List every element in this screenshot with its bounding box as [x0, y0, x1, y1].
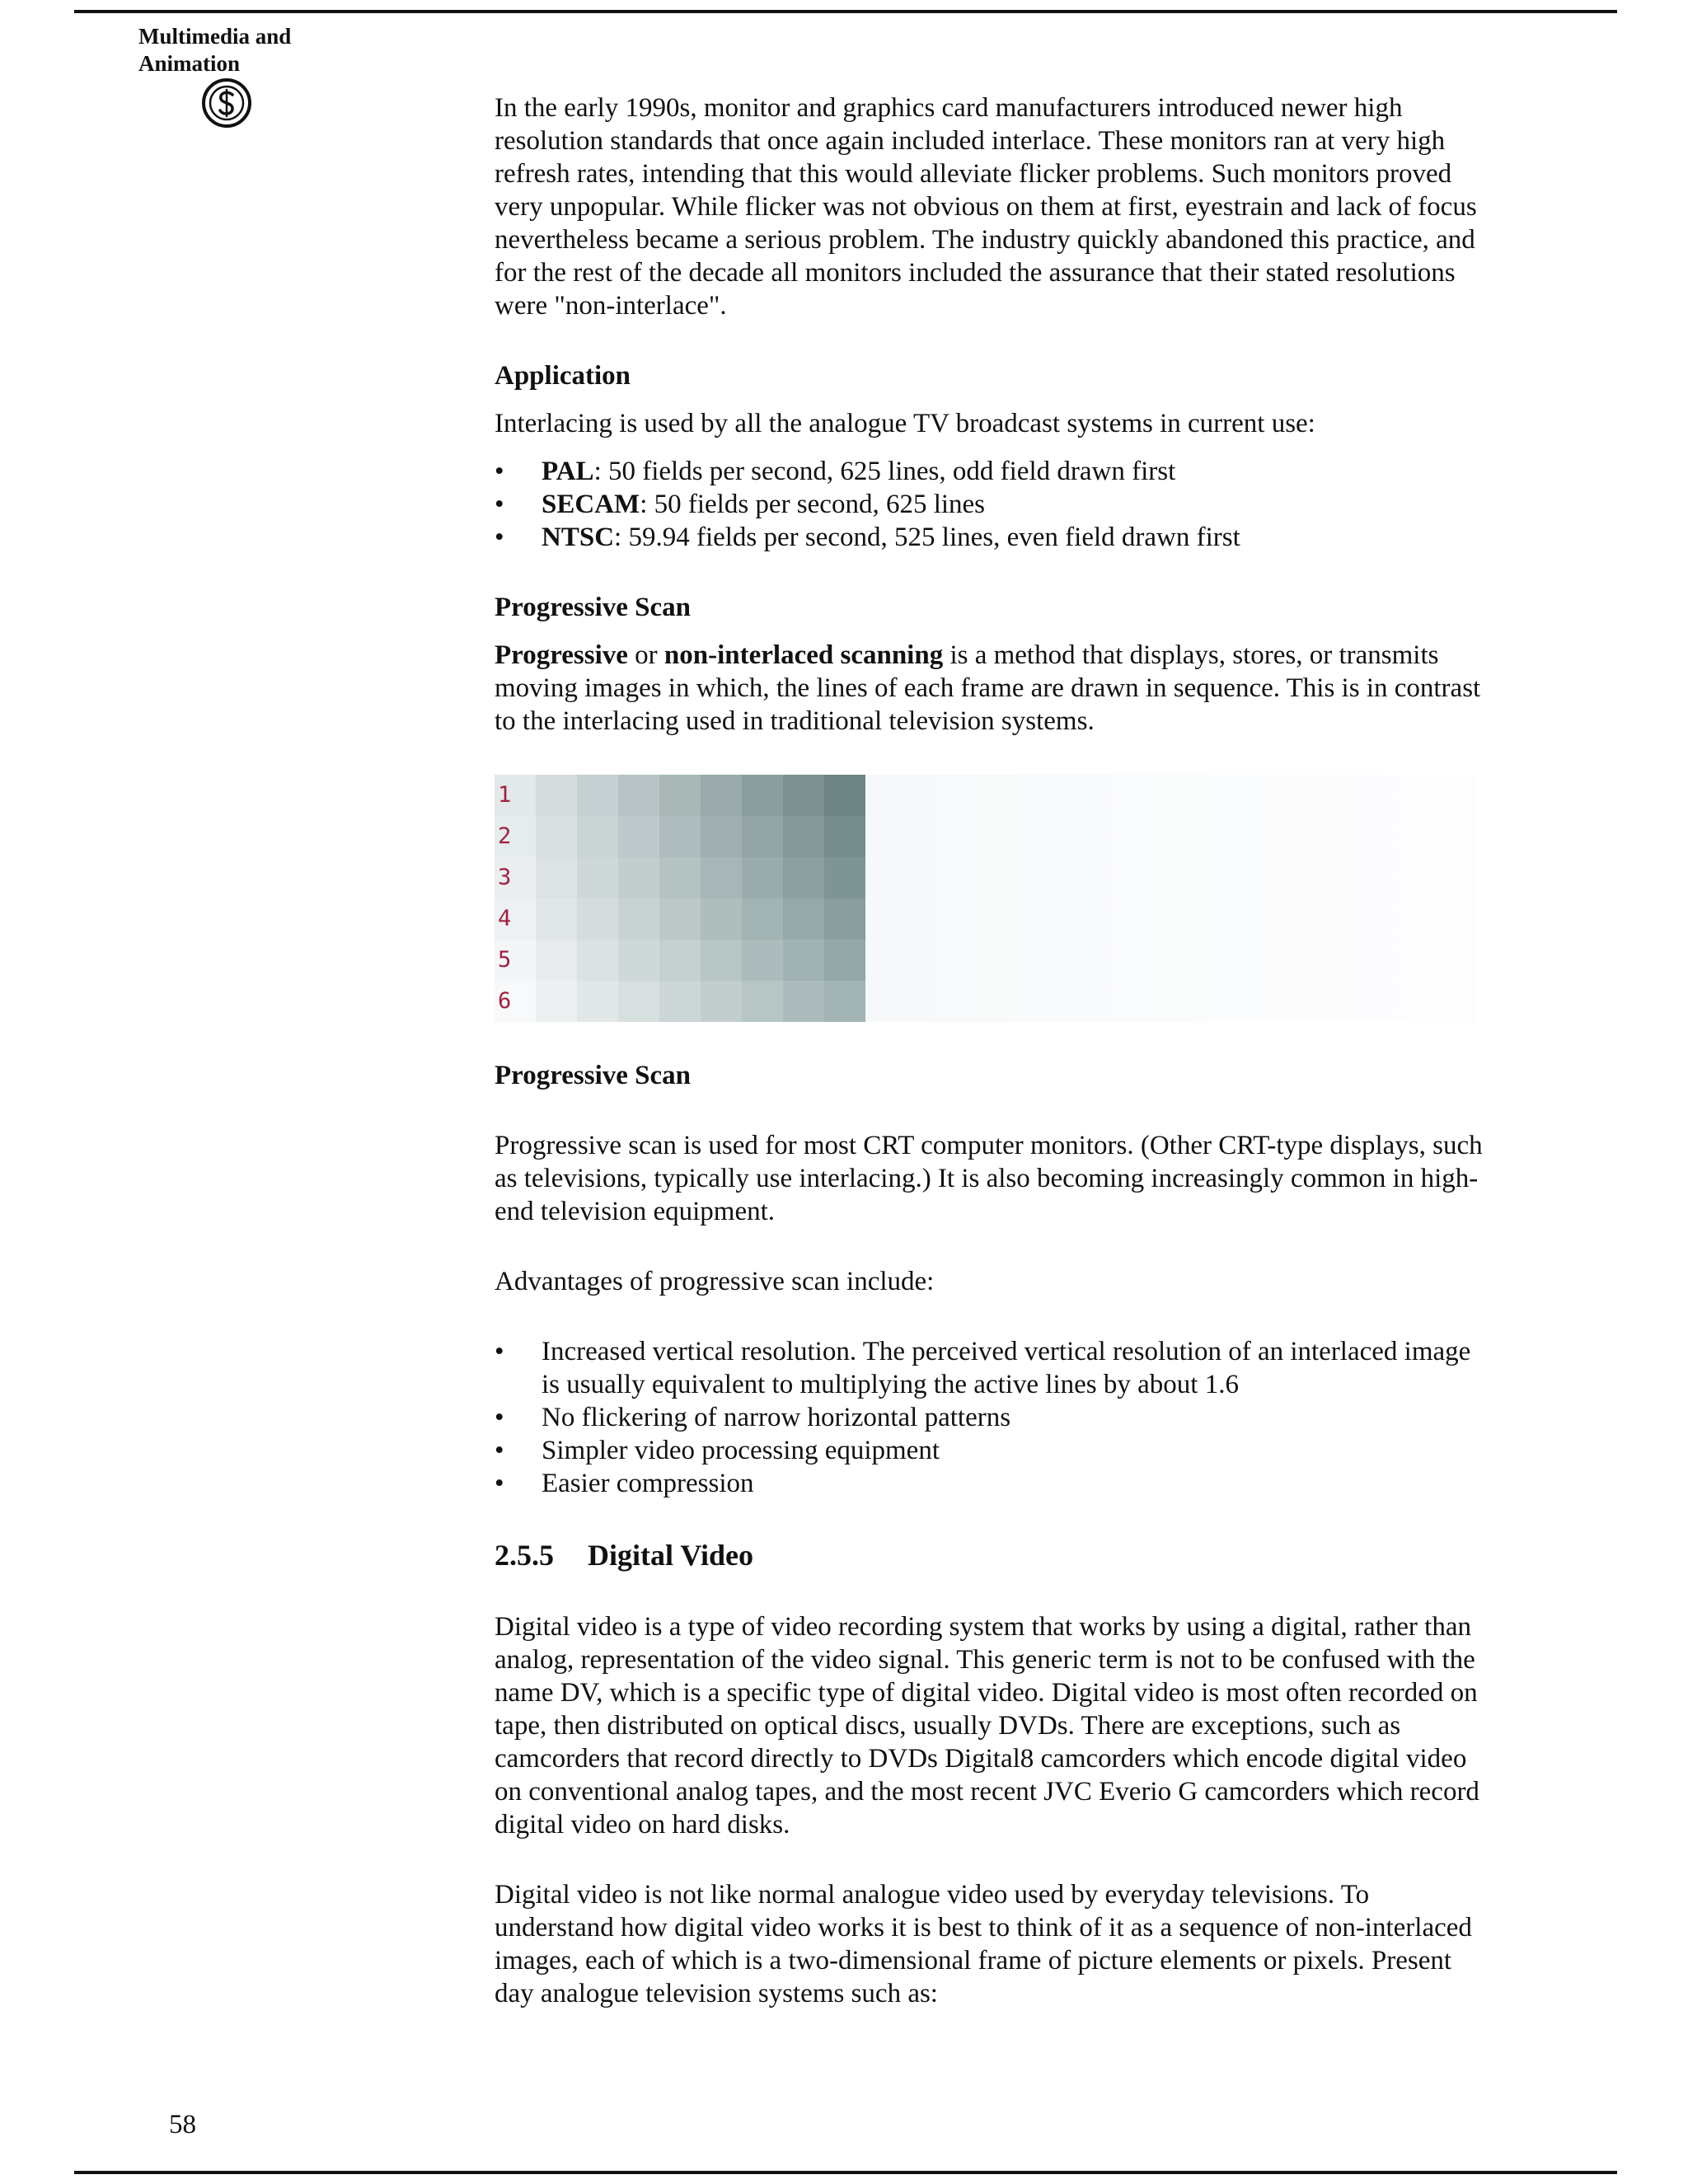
scan-cell: [536, 940, 577, 981]
scan-cell: [536, 898, 577, 940]
list-item: [495, 488, 1484, 521]
section-number: 2.5.5: [495, 1539, 554, 1572]
definition-term: Progressive: [495, 640, 628, 670]
top-rule: [74, 10, 1617, 13]
scan-cell: [536, 816, 577, 857]
scan-cell: [577, 940, 618, 981]
list-item: • Easier compression: [495, 1467, 1484, 1500]
progressive-scan-figure: [495, 775, 1475, 1022]
running-head: [138, 23, 291, 77]
digital-video-paragraph-2: Digital video is not like normal analogue video used by everyday televisions. To understand how digital video works it is best to think of it as a sequence of non-interlaced images, each of which is a two-dimensional frame of picture elements or pixels. Present day analogue television systems such as:: [495, 1880, 1472, 2008]
section-title: Digital Video: [588, 1539, 754, 1572]
scan-cell: [659, 775, 701, 816]
progressive-scan-heading: Progressive Scan: [495, 593, 692, 622]
scan-line-number: 5: [495, 940, 536, 981]
scan-cell: [783, 775, 824, 816]
page-number: 58: [169, 2110, 196, 2139]
figure-caption: Progressive Scan: [495, 1061, 692, 1090]
application-heading: Application: [495, 361, 631, 391]
list-item-term: PAL: [542, 457, 594, 486]
scan-cell: [701, 898, 742, 940]
list-item: [495, 455, 1484, 488]
scan-cell: [659, 816, 701, 857]
scan-cell: [659, 898, 701, 940]
definition-connector: or: [627, 640, 664, 670]
course-title-line1: Multimedia and: [138, 24, 292, 49]
scan-cell: [783, 898, 824, 940]
advantages-list: [495, 1335, 1484, 1500]
scan-cell: [536, 981, 577, 1022]
list-item: • No flickering of narrow horizontal patterns: [495, 1401, 1484, 1434]
scan-cell: [577, 857, 618, 898]
scan-cell: [824, 898, 865, 940]
scan-cell: [742, 816, 783, 857]
scan-cell: [824, 940, 865, 981]
list-item-text: : 50 fields per second, 625 lines: [640, 490, 986, 519]
scan-grid: [495, 775, 865, 1022]
scan-cell: [577, 898, 618, 940]
scan-cell: [659, 981, 701, 1022]
section-heading: [495, 1537, 1484, 1573]
scan-cell: [577, 816, 618, 857]
figure-background: [865, 775, 1475, 1022]
tv-systems-list: [495, 455, 1484, 554]
advantages-intro: Advantages of progressive scan include:: [495, 1267, 935, 1296]
scan-line-number: 1: [495, 775, 536, 816]
scan-cell: [783, 940, 824, 981]
bottom-rule: [74, 2171, 1617, 2174]
list-item-text: : 50 fields per second, 625 lines, odd field drawn first: [593, 457, 1176, 486]
list-item: • Increased vertical resolution. The perceived vertical resolution of an interlaced image is usually equivalent to multiplying the active lines by about 1.6: [495, 1335, 1484, 1401]
scan-cell: [577, 981, 618, 1022]
scan-cell: [659, 940, 701, 981]
scan-cell: [659, 857, 701, 898]
scan-cell: [742, 775, 783, 816]
list-item: [495, 521, 1484, 554]
scan-cell: [824, 857, 865, 898]
page-content: [495, 91, 1484, 2010]
scan-cell: [742, 898, 783, 940]
progressive-definition: [495, 639, 1484, 738]
scan-line-number: 6: [495, 981, 536, 1022]
scan-cell: [577, 775, 618, 816]
scan-cell: [618, 898, 659, 940]
scan-line-number: 3: [495, 857, 536, 898]
definition-text: is a method that displays, stores, or transmits moving images in which, the lines of each frame are drawn in sequence. This is in contrast to the interlacing used in traditional television systems.: [495, 640, 1481, 736]
university-logo-icon: [201, 77, 252, 129]
scan-line-number: 4: [495, 898, 536, 940]
list-item: • Simpler video processing equipment: [495, 1434, 1484, 1467]
scan-cell: [701, 816, 742, 857]
digital-video-paragraph-1: Digital video is a type of video recording system that works by using a digital, rather than analog, representation of the video signal. This generic term is not to be confused with the name DV, which is a specific type of digital video. Digital video is most often recorded on tape, then distributed on optical discs, usually DVDs. There are exceptions, such as camcorders that record directly to DVDs Digital8 camcorders which encode digital video on conventional analog tapes, and the most recent JVC Everio G camcorders which record digital video on hard disks.: [495, 1612, 1479, 1840]
scan-cell: [536, 775, 577, 816]
course-title-line2: Animation: [138, 51, 241, 76]
scan-cell: [783, 816, 824, 857]
scan-cell: [742, 857, 783, 898]
scan-cell: [701, 981, 742, 1022]
scan-cell: [618, 981, 659, 1022]
usage-paragraph: Progressive scan is used for most CRT computer monitors. (Other CRT-type displays, such as televisions, typically use interlacing.) It is also becoming increasingly common in high-end television equipment.: [495, 1131, 1483, 1226]
scan-cell: [824, 775, 865, 816]
intro-paragraph: In the early 1990s, monitor and graphics card manufacturers introduced newer high resolution standards that once again included interlace. These monitors ran at very high refresh rates, intending that this would alleviate flicker problems. Such monitors proved very unpopular. While flicker was not obvious on them at first, eyestrain and lack of focus nevertheless became a serious problem. The industry quickly abandoned this practice, and for the rest of the decade all monitors included the assurance that their stated resolutions were "non-interlace".: [495, 93, 1477, 321]
scan-cell: [824, 816, 865, 857]
scan-cell: [618, 775, 659, 816]
scan-cell: [701, 857, 742, 898]
application-intro: Interlacing is used by all the analogue TV broadcast systems in current use:: [495, 409, 1315, 438]
scan-cell: [701, 940, 742, 981]
scan-cell: [742, 981, 783, 1022]
list-item-term: NTSC: [542, 523, 615, 552]
scan-cell: [618, 816, 659, 857]
scan-cell: [783, 981, 824, 1022]
scan-cell: [618, 940, 659, 981]
scan-line-number: 2: [495, 816, 536, 857]
scan-cell: [824, 981, 865, 1022]
scan-cell: [783, 857, 824, 898]
scan-cell: [701, 775, 742, 816]
scan-cell: [618, 857, 659, 898]
definition-term: non-interlaced scanning: [663, 640, 944, 670]
scan-cell: [742, 940, 783, 981]
list-item-term: SECAM: [542, 490, 640, 519]
list-item-text: : 59.94 fields per second, 525 lines, even field drawn first: [614, 523, 1240, 552]
scan-cell: [536, 857, 577, 898]
